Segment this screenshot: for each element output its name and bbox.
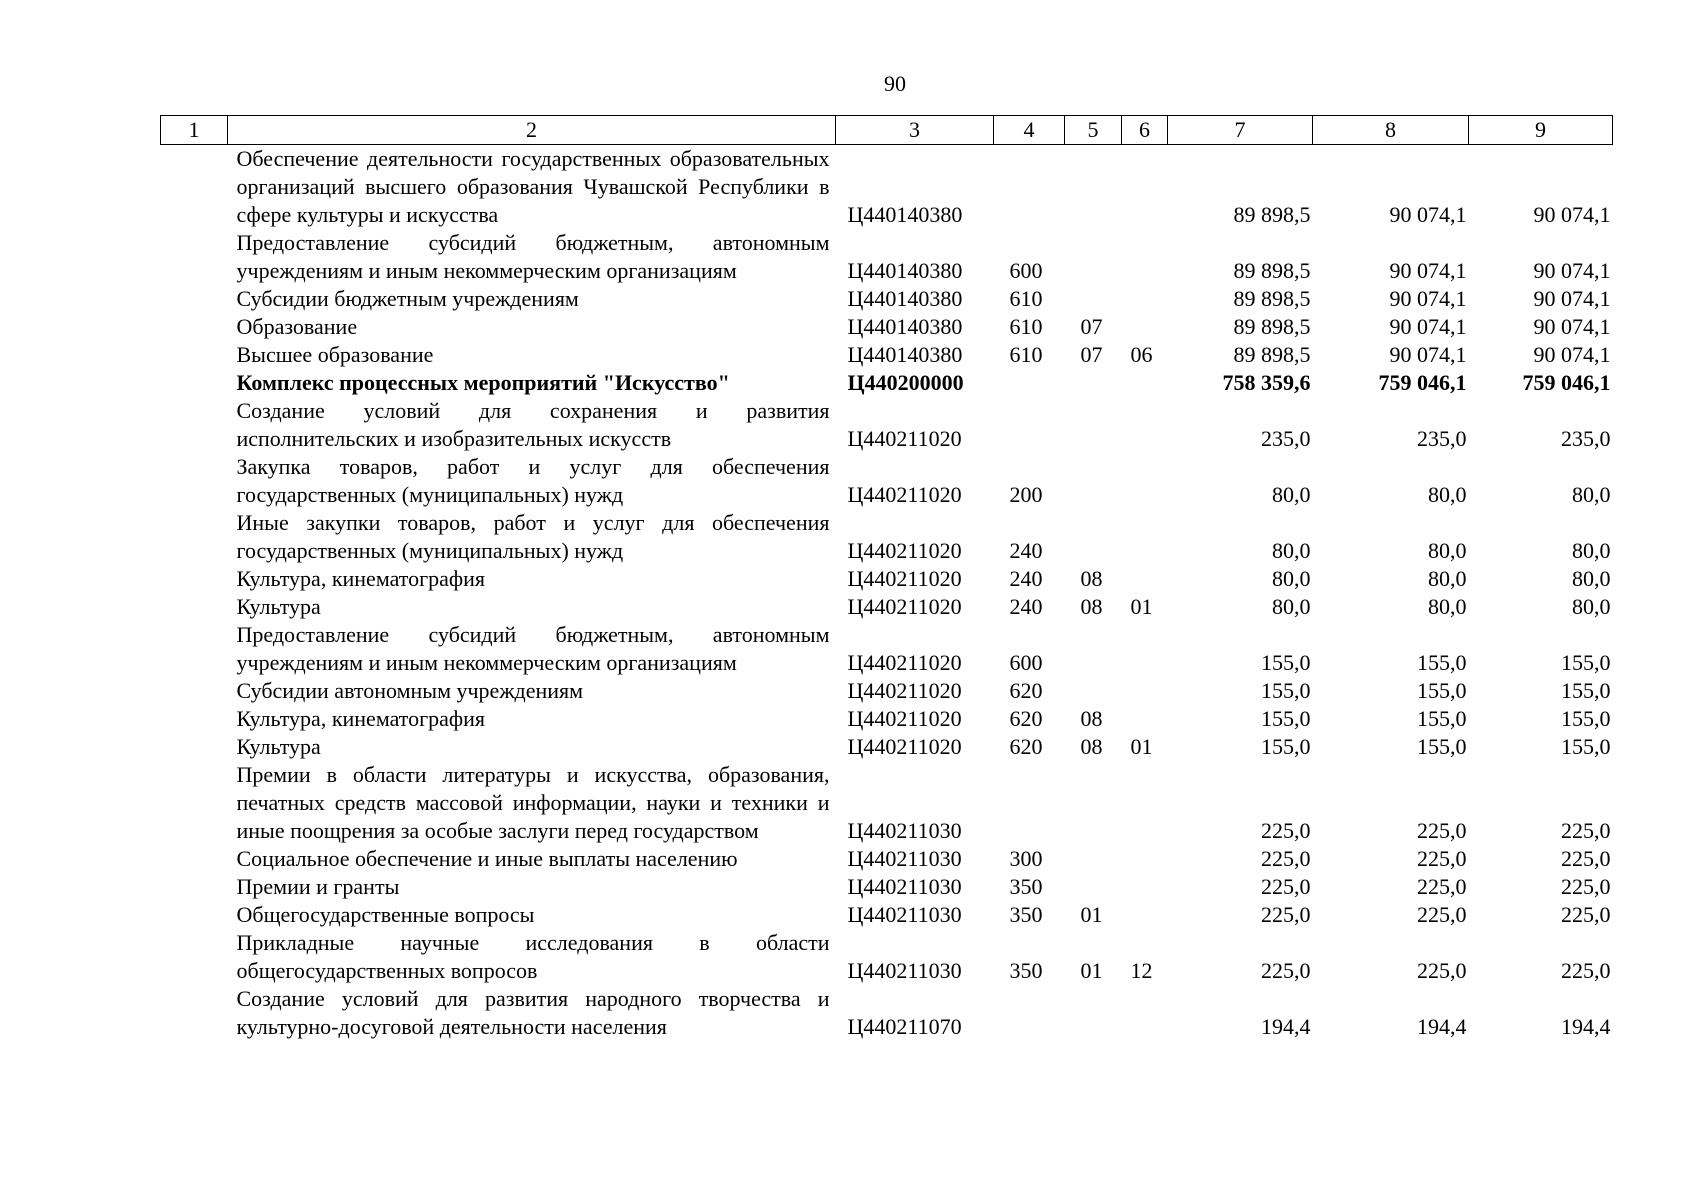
cell-expense-type: 350 (1009, 874, 1043, 899)
cell-subsection (1122, 621, 1168, 677)
cell-amount-9: 90 074,1 (1533, 286, 1611, 311)
cell-subsection (1122, 229, 1168, 285)
cell-amount-9: 225,0 (1561, 958, 1611, 983)
budget-table (160, 115, 1613, 1041)
cell-expense-type: 600 (1009, 258, 1043, 283)
table-row (161, 509, 1613, 565)
cell-amount-7: 89 898,5 (1233, 286, 1311, 311)
cell-expense-type: 610 (1009, 286, 1043, 311)
table-body (161, 145, 1613, 1042)
cell-amount-7: 225,0 (1261, 902, 1311, 927)
cell-section (1065, 873, 1122, 901)
cell-section: 08 (1080, 566, 1103, 591)
cell-amount-8: 235,0 (1417, 426, 1467, 451)
cell-name: Образование (236, 314, 358, 339)
cell-target-article: Ц440211030 (847, 846, 962, 871)
cell-expense-type (994, 145, 1065, 230)
table-row (161, 593, 1613, 621)
cell-section: 08 (1080, 594, 1103, 619)
header-cell-7: 7 (1168, 116, 1313, 145)
cell-amount-8: 155,0 (1417, 678, 1467, 703)
cell-subsection (1122, 845, 1168, 873)
cell-col1 (161, 621, 228, 677)
cell-name: Культура (236, 594, 321, 619)
table-row (161, 397, 1613, 453)
cell-target-article: Ц440140380 (847, 342, 963, 367)
cell-amount-8: 225,0 (1417, 902, 1467, 927)
cell-subsection (1122, 761, 1168, 845)
cell-target-article: Ц440211020 (847, 706, 962, 731)
cell-target-article: Ц440200000 (847, 370, 964, 395)
cell-amount-7: 194,4 (1261, 1014, 1311, 1039)
cell-amount-8: 155,0 (1417, 734, 1467, 759)
cell-expense-type: 620 (1009, 734, 1043, 759)
cell-target-article: Ц440211030 (847, 958, 962, 983)
header-cell-2: 2 (228, 116, 836, 145)
cell-expense-type: 350 (1009, 958, 1043, 983)
cell-target-article: Ц440211020 (847, 482, 962, 507)
header-cell-3: 3 (836, 116, 994, 145)
cell-expense-type (994, 369, 1065, 397)
cell-name: Закупка товаров, работ и услуг для обеспечения государственных (муниципальных) нужд (236, 454, 830, 507)
table-row (161, 761, 1613, 845)
column-number-header (161, 116, 1613, 145)
cell-col1 (161, 985, 228, 1041)
cell-amount-9: 155,0 (1561, 650, 1611, 675)
table-row (161, 677, 1613, 705)
table-row (161, 621, 1613, 677)
cell-col1 (161, 901, 228, 929)
cell-section: 08 (1080, 734, 1103, 759)
cell-amount-8: 225,0 (1417, 958, 1467, 983)
cell-amount-8: 225,0 (1417, 846, 1467, 871)
cell-subsection (1122, 985, 1168, 1041)
header-cell-1: 1 (161, 116, 228, 145)
table-row (161, 341, 1613, 369)
table-row (161, 901, 1613, 929)
cell-name: Культура (236, 734, 321, 759)
cell-target-article: Ц440211030 (847, 874, 962, 899)
header-cell-8: 8 (1313, 116, 1469, 145)
cell-amount-9: 225,0 (1561, 818, 1611, 843)
cell-col1 (161, 145, 228, 230)
cell-col1 (161, 705, 228, 733)
cell-amount-9: 80,0 (1572, 482, 1611, 507)
cell-subsection: 01 (1130, 734, 1153, 759)
cell-expense-type: 240 (1009, 594, 1043, 619)
cell-amount-7: 225,0 (1261, 846, 1311, 871)
cell-col1 (161, 845, 228, 873)
table-row (161, 733, 1613, 761)
cell-subsection: 12 (1130, 958, 1153, 983)
cell-amount-7: 155,0 (1261, 678, 1311, 703)
cell-amount-7: 80,0 (1272, 566, 1311, 591)
table-row (161, 873, 1613, 901)
cell-subsection (1122, 369, 1168, 397)
cell-expense-type: 620 (1009, 706, 1043, 731)
cell-amount-8: 90 074,1 (1389, 314, 1467, 339)
cell-subsection (1122, 677, 1168, 705)
cell-col1 (161, 677, 228, 705)
cell-section (1065, 621, 1122, 677)
table-row (161, 453, 1613, 509)
cell-subsection (1122, 565, 1168, 593)
table-row (161, 229, 1613, 285)
cell-name: Общегосударственные вопросы (236, 902, 535, 927)
cell-amount-7: 225,0 (1261, 818, 1311, 843)
cell-amount-9: 80,0 (1572, 594, 1611, 619)
cell-name: Создание условий для сохранения и развития исполнительских и изобразительных искусств (236, 398, 830, 451)
cell-amount-9: 225,0 (1561, 902, 1611, 927)
cell-col1 (161, 285, 228, 313)
cell-target-article: Ц440211020 (847, 650, 962, 675)
cell-target-article: Ц440211020 (847, 566, 962, 591)
cell-target-article: Ц440140380 (847, 202, 963, 227)
cell-section: 01 (1080, 958, 1103, 983)
table-row (161, 285, 1613, 313)
cell-target-article: Ц440211020 (847, 594, 962, 619)
cell-subsection (1122, 145, 1168, 230)
cell-col1 (161, 929, 228, 985)
cell-amount-8: 80,0 (1428, 538, 1467, 563)
cell-expense-type: 620 (1009, 678, 1043, 703)
cell-col1 (161, 565, 228, 593)
cell-amount-9: 155,0 (1561, 678, 1611, 703)
cell-amount-8: 90 074,1 (1389, 342, 1467, 367)
cell-name: Предоставление субсидий бюджетным, автономным учреждениям и иным некоммерческим организациям (236, 622, 830, 675)
cell-section (1065, 285, 1122, 313)
cell-section (1065, 677, 1122, 705)
cell-section (1065, 509, 1122, 565)
cell-target-article: Ц440140380 (847, 314, 963, 339)
cell-amount-8: 90 074,1 (1389, 286, 1467, 311)
cell-amount-9: 155,0 (1561, 734, 1611, 759)
cell-amount-8: 155,0 (1417, 706, 1467, 731)
table-row (161, 705, 1613, 733)
cell-amount-8: 80,0 (1428, 594, 1467, 619)
cell-amount-8: 759 046,1 (1378, 370, 1467, 395)
cell-expense-type (994, 985, 1065, 1041)
cell-name: Культура, кинематография (236, 706, 486, 731)
cell-amount-9: 225,0 (1561, 846, 1611, 871)
cell-amount-7: 155,0 (1261, 706, 1311, 731)
cell-name: Субсидии бюджетным учреждениям (236, 286, 579, 311)
cell-expense-type: 610 (1009, 342, 1043, 367)
cell-amount-7: 80,0 (1272, 594, 1311, 619)
cell-amount-8: 90 074,1 (1389, 258, 1467, 283)
cell-section (1065, 397, 1122, 453)
cell-target-article: Ц440211020 (847, 538, 962, 563)
cell-section (1065, 145, 1122, 230)
cell-amount-7: 80,0 (1272, 538, 1311, 563)
cell-amount-7: 89 898,5 (1233, 202, 1311, 227)
cell-amount-9: 90 074,1 (1533, 342, 1611, 367)
cell-target-article: Ц440211030 (847, 902, 962, 927)
cell-section (1065, 229, 1122, 285)
page-number: 90 (884, 71, 906, 96)
cell-name: Комплекс процессных мероприятий "Искусство" (236, 370, 730, 395)
cell-col1 (161, 341, 228, 369)
table-row (161, 313, 1613, 341)
cell-name: Предоставление субсидий бюджетным, автономным учреждениям и иным некоммерческим организациям (236, 230, 830, 283)
cell-col1 (161, 397, 228, 453)
cell-col1 (161, 369, 228, 397)
cell-col1 (161, 733, 228, 761)
cell-expense-type: 610 (1009, 314, 1043, 339)
cell-subsection (1122, 509, 1168, 565)
cell-amount-8: 80,0 (1428, 566, 1467, 591)
table-row (161, 985, 1613, 1041)
cell-amount-7: 89 898,5 (1233, 342, 1311, 367)
cell-target-article: Ц440211030 (847, 818, 962, 843)
cell-amount-9: 194,4 (1561, 1014, 1611, 1039)
cell-name: Культура, кинематография (236, 566, 486, 591)
header-row (161, 116, 1613, 145)
table-row (161, 145, 1613, 230)
cell-amount-8: 194,4 (1417, 1014, 1467, 1039)
cell-amount-7: 89 898,5 (1233, 258, 1311, 283)
cell-subsection (1122, 285, 1168, 313)
cell-amount-9: 235,0 (1561, 426, 1611, 451)
cell-target-article: Ц440140380 (847, 258, 963, 283)
cell-subsection (1122, 901, 1168, 929)
table-row (161, 369, 1613, 397)
cell-expense-type: 350 (1009, 902, 1043, 927)
cell-section (1065, 369, 1122, 397)
header-cell-4: 4 (994, 116, 1065, 145)
cell-subsection (1122, 453, 1168, 509)
table-row (161, 845, 1613, 873)
cell-amount-7: 225,0 (1261, 958, 1311, 983)
cell-amount-9: 90 074,1 (1533, 314, 1611, 339)
table-row (161, 929, 1613, 985)
cell-expense-type (994, 761, 1065, 845)
cell-amount-7: 155,0 (1261, 650, 1311, 675)
cell-col1 (161, 229, 228, 285)
cell-subsection: 01 (1130, 594, 1153, 619)
cell-col1 (161, 453, 228, 509)
header-cell-5: 5 (1065, 116, 1122, 145)
cell-amount-7: 758 359,6 (1222, 370, 1311, 395)
cell-name: Создание условий для развития народного творчества и культурно-досуговой деятельности населения (236, 986, 830, 1039)
cell-name: Премии и гранты (236, 874, 400, 899)
cell-amount-7: 155,0 (1261, 734, 1311, 759)
cell-section (1065, 845, 1122, 873)
cell-name: Премии в области литературы и искусства, образования, печатных средств массовой информации, науки и техники и иные поощрения за особые заслуги перед государством (236, 762, 830, 843)
header-cell-9: 9 (1469, 116, 1613, 145)
cell-col1 (161, 873, 228, 901)
cell-amount-9: 90 074,1 (1533, 202, 1611, 227)
cell-expense-type: 200 (1009, 482, 1043, 507)
cell-name: Обеспечение деятельности государственных образовательных организаций высшего образования Чувашской Республики в сфере культуры и искусства (236, 146, 830, 227)
cell-subsection (1122, 705, 1168, 733)
table-row (161, 565, 1613, 593)
cell-expense-type (994, 397, 1065, 453)
header-cell-6: 6 (1122, 116, 1168, 145)
cell-col1 (161, 313, 228, 341)
cell-subsection: 06 (1130, 342, 1153, 367)
cell-amount-9: 90 074,1 (1533, 258, 1611, 283)
cell-name: Социальное обеспечение и иные выплаты населению (236, 846, 738, 871)
cell-name: Иные закупки товаров, работ и услуг для обеспечения государственных (муниципальных) нужд (236, 510, 830, 563)
cell-col1 (161, 593, 228, 621)
cell-section: 07 (1080, 314, 1103, 339)
cell-amount-9: 80,0 (1572, 538, 1611, 563)
cell-col1 (161, 509, 228, 565)
cell-amount-9: 225,0 (1561, 874, 1611, 899)
cell-amount-8: 90 074,1 (1389, 202, 1467, 227)
cell-section: 01 (1080, 902, 1103, 927)
cell-amount-8: 225,0 (1417, 818, 1467, 843)
cell-target-article: Ц440211020 (847, 734, 962, 759)
cell-amount-7: 80,0 (1272, 482, 1311, 507)
cell-target-article: Ц440211020 (847, 426, 962, 451)
cell-amount-7: 89 898,5 (1233, 314, 1311, 339)
cell-amount-7: 235,0 (1261, 426, 1311, 451)
cell-name: Высшее образование (236, 342, 434, 367)
cell-target-article: Ц440140380 (847, 286, 963, 311)
cell-amount-8: 80,0 (1428, 482, 1467, 507)
cell-expense-type: 600 (1009, 650, 1043, 675)
cell-amount-9: 155,0 (1561, 706, 1611, 731)
cell-section: 07 (1080, 342, 1103, 367)
cell-subsection (1122, 313, 1168, 341)
cell-amount-8: 155,0 (1417, 650, 1467, 675)
cell-amount-9: 80,0 (1572, 566, 1611, 591)
cell-expense-type: 240 (1009, 538, 1043, 563)
cell-section (1065, 453, 1122, 509)
cell-name: Субсидии автономным учреждениям (236, 678, 584, 703)
cell-expense-type: 240 (1009, 566, 1043, 591)
cell-section: 08 (1080, 706, 1103, 731)
cell-subsection (1122, 873, 1168, 901)
cell-expense-type: 300 (1009, 846, 1043, 871)
cell-amount-9: 759 046,1 (1522, 370, 1611, 395)
cell-amount-7: 225,0 (1261, 874, 1311, 899)
cell-target-article: Ц440211020 (847, 678, 962, 703)
cell-subsection (1122, 397, 1168, 453)
cell-section (1065, 761, 1122, 845)
cell-section (1065, 985, 1122, 1041)
cell-name: Прикладные научные исследования в области общегосударственных вопросов (236, 930, 830, 983)
cell-amount-8: 225,0 (1417, 874, 1467, 899)
cell-col1 (161, 761, 228, 845)
cell-target-article: Ц440211070 (847, 1014, 962, 1039)
